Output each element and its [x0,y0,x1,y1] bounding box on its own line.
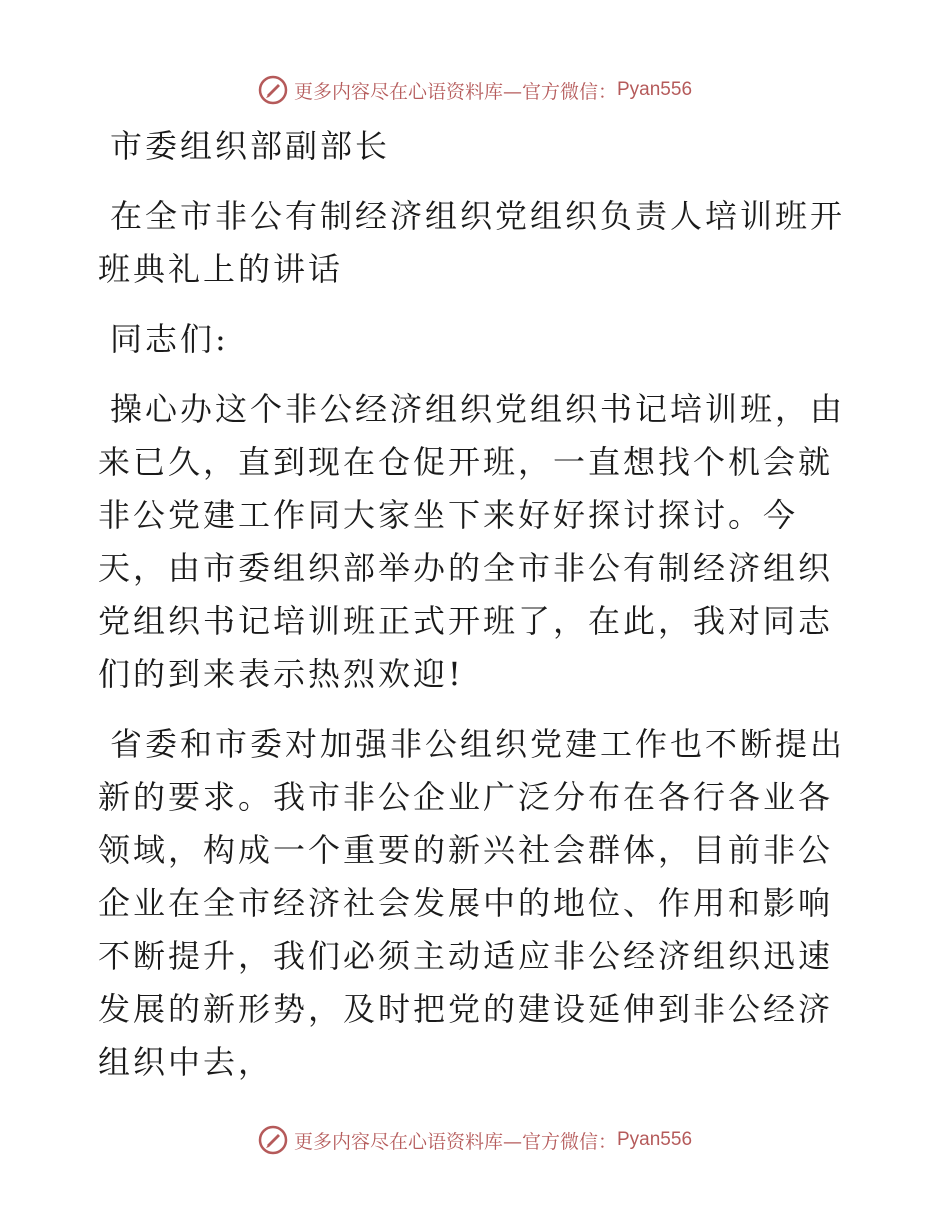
logo-icon [258,75,288,105]
footer-watermark [0,1120,950,1160]
document-body [98,120,858,1106]
watermark-wechat-id: Pyan556 [617,79,693,100]
body-paragraph: 操心办这个非公经济组织党组织书记培训班，由来已久，直到现在仓促开班，一直想找个机会就非公党建工作同大家坐下来好好探讨探讨。今天，由市委组织部举办的全市非公有制经济组织党组织书记培训班正式开班了，在此，我对同志们的到来表示热烈欢迎! [98,390,846,693]
watermark-wechat-id: Pyan556 [617,1129,693,1150]
header-watermark [0,70,950,110]
body-paragraph: 省委和市委对加强非公组织党建工作也不断提出新的要求。我市非公企业广泛分布在各行各业各领域，构成一个重要的新兴社会群体，目前非公企业在全市经济社会发展中的地位、作用和影响不断提升，我们必须主动适应非公经济组织迅速发展的新形势，及时把党的建设延伸到非公经济组织中去， [98,725,846,1081]
watermark-text: 更多内容尽在心语资料库—官方微信： [293,80,617,103]
author-title: 市委组织部副部长 [110,127,391,165]
salutation: 同志们: [110,320,229,358]
speech-title: 在全市非公有制经济组织党组织负责人培训班开班典礼上的讲话 [98,197,846,288]
watermark-text: 更多内容尽在心语资料库—官方微信： [293,1130,617,1153]
logo-icon [258,1125,288,1155]
